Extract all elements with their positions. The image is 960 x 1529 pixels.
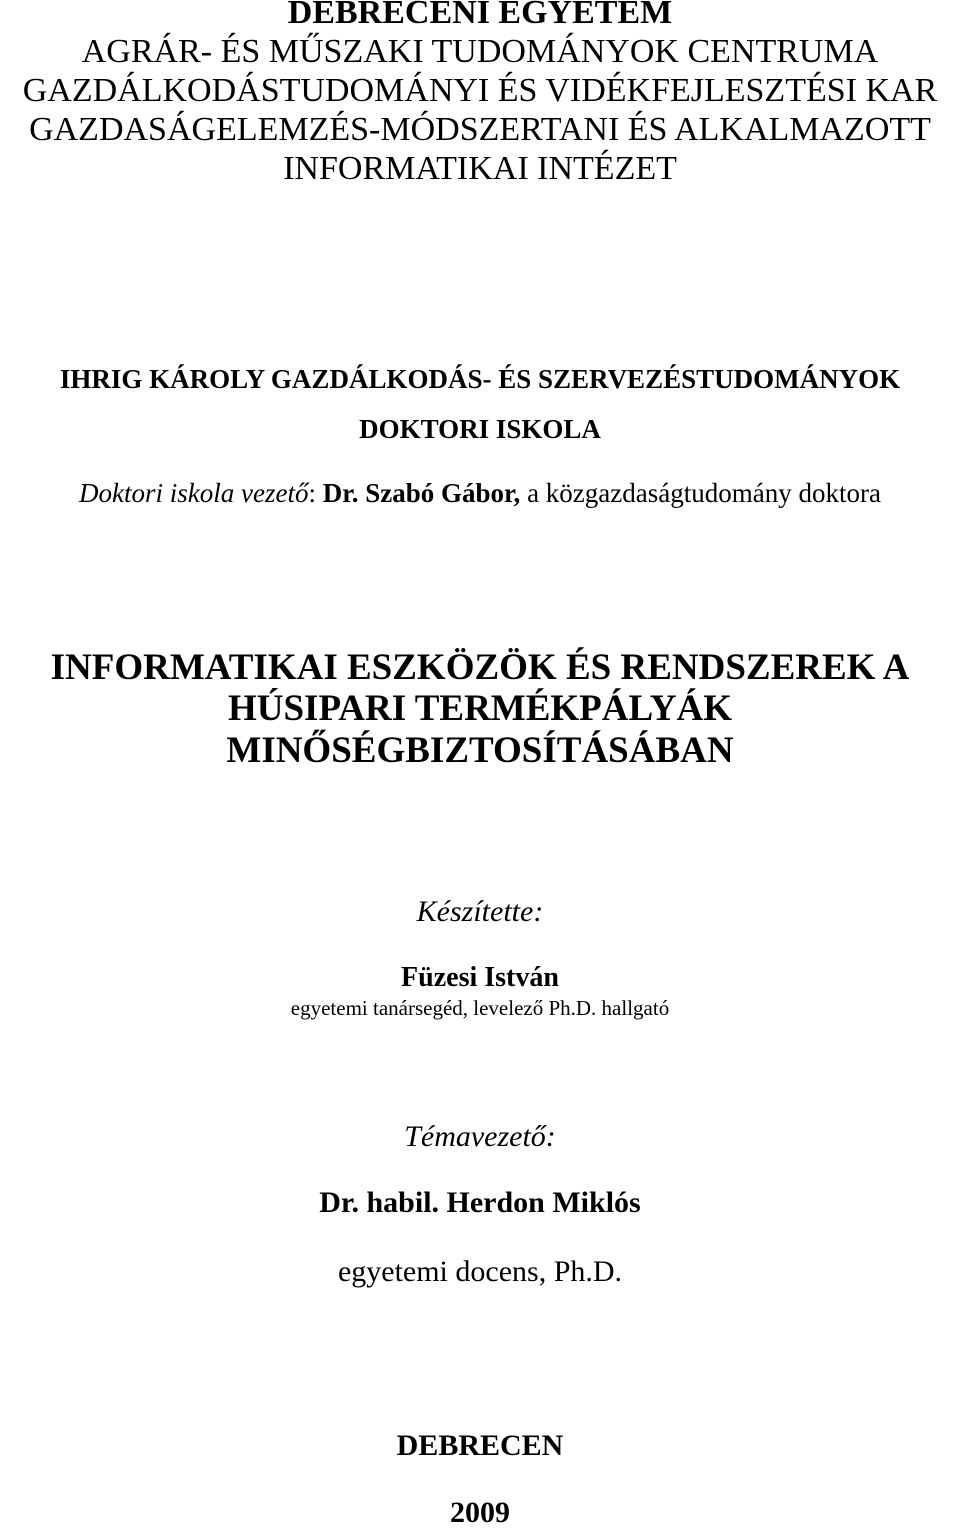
supervisor-name: Dr. habil. Herdon Miklós [319, 1186, 641, 1219]
author-label: Készítette: [416, 895, 544, 928]
author-name: Füzesi István [401, 962, 559, 993]
thesis-title-line3: MINŐSÉGBIZTOSÍTÁSÁBAN [226, 730, 734, 771]
place-of-publication: DEBRECEN [396, 1429, 564, 1462]
leader-colon: : [308, 478, 317, 508]
doctoral-school-line1: IHRIG KÁROLY GAZDÁLKODÁS- ÉS SZERVEZÉSTUDOMÁNYOK [59, 364, 901, 394]
faculty-name: GAZDÁLKODÁSTUDOMÁNYI ÉS VIDÉKFEJLESZTÉSI KAR [22, 72, 938, 109]
centre-name: AGRÁR- ÉS MŰSZAKI TUDOMÁNYOK CENTRUMA [81, 33, 879, 70]
thesis-title-line1: INFORMATIKAI ESZKÖZÖK ÉS RENDSZEREK A [50, 647, 910, 688]
university-name: DEBRECENI EGYETEM [287, 0, 673, 31]
leader-label: Doktori iskola vezető [79, 478, 309, 508]
institute-name-line2: INFORMATIKAI INTÉZET [283, 150, 677, 187]
leader-name: Dr. Szabó Gábor, [322, 478, 521, 508]
thesis-title-line2: HÚSIPARI TERMÉKPÁLYÁK [227, 688, 733, 729]
supervisor-role: egyetemi docens, Ph.D. [337, 1255, 623, 1288]
institute-name-line1: GAZDASÁGELEMZÉS-MÓDSZERTANI ÉS ALKALMAZOTT [29, 111, 931, 148]
supervisor-label: Témavezető: [404, 1120, 556, 1153]
leader-title: a közgazdaságtudomány doktora [520, 478, 881, 508]
author-role: egyetemi tanársegéd, levelező Ph.D. hallgató [290, 996, 670, 1020]
year-of-publication: 2009 [450, 1496, 510, 1529]
doctoral-school-leader [0, 480, 960, 507]
doctoral-school-line2: DOKTORI ISKOLA [359, 414, 601, 444]
